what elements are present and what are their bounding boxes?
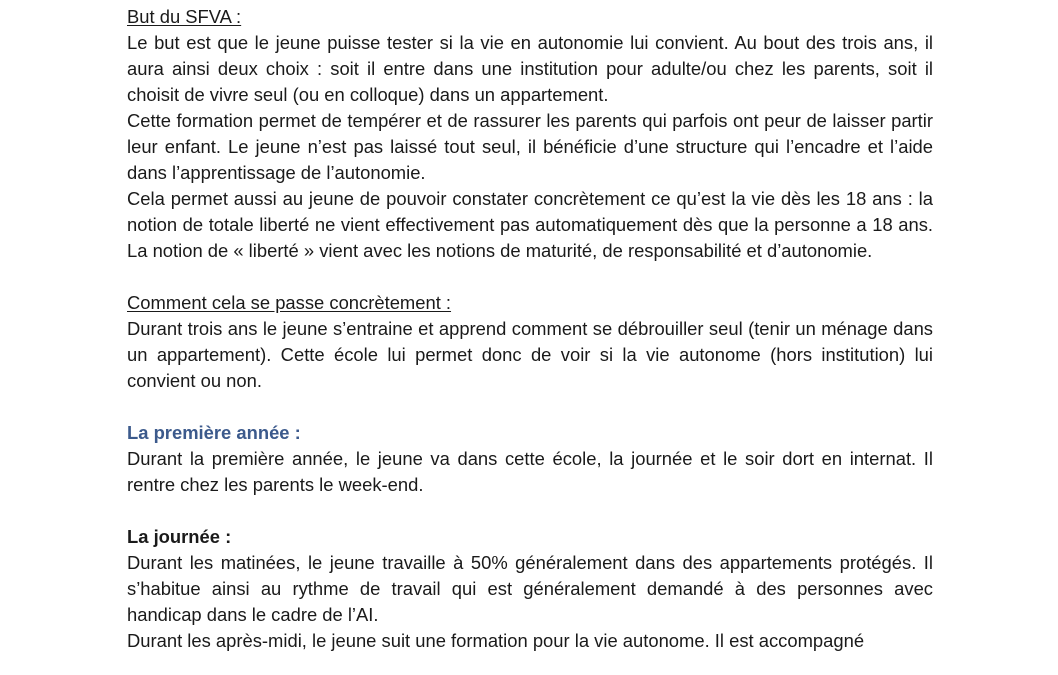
spacer	[127, 264, 933, 290]
spacer	[127, 498, 933, 524]
day-paragraph-2: Durant les après-midi, le jeune suit une formation pour la vie autonome. Il est accompagné	[127, 630, 865, 651]
spacer	[127, 394, 933, 420]
goal-paragraph-3: Cela permet aussi au jeune de pouvoir constater concrètement ce qu’est la vie dès les 18 ans : la notion de totale liberté ne vient effectivement pas automatiquement dès que la personne a 18 ans. La notion de « liberté » vient avec les notions de maturité, de responsabilité et d’autonomie.	[127, 188, 933, 261]
goal-paragraph-1: Le but est que le jeune puisse tester si la vie en autonomie lui convient. Au bout des trois ans, il aura ainsi deux choix : soit il entre dans une institution pour adulte/ou chez les parents, soit il choisit de vivre seul (ou en colloque) dans un appartement.	[127, 32, 933, 105]
section-goal-heading: But du SFVA :	[127, 6, 242, 27]
document-page	[127, 4, 933, 654]
section-how	[127, 290, 933, 316]
section-day-heading: La journée :	[127, 526, 232, 547]
goal-paragraph-2: Cette formation permet de tempérer et de rassurer les parents qui parfois ont peur de laisser partir leur enfant. Le jeune n’est pas laissé tout seul, il bénéficie d’une structure qui l’encadre et l’aide dans l’apprentissage de l’autonomie.	[127, 110, 933, 183]
section-how-heading: Comment cela se passe concrètement :	[127, 292, 452, 313]
how-paragraph: Durant trois ans le jeune s’entraine et apprend comment se débrouiller seul (tenir un ménage dans un appartement). Cette école lui permet donc de voir si la vie autonome (hors institution) lui convient ou non.	[127, 318, 933, 391]
day-paragraph-1: Durant les matinées, le jeune travaille à 50% généralement dans des appartements protégés. Il s’habitue ainsi au rythme de travail qui est généralement demandé à des personnes avec handicap dans le cadre de l’AI.	[127, 552, 933, 625]
first-year-paragraph: Durant la première année, le jeune va dans cette école, la journée et le soir dort en internat. Il rentre chez les parents le week-end.	[127, 448, 933, 495]
section-goal	[127, 4, 933, 30]
section-first-year-heading: La première année :	[127, 422, 301, 443]
